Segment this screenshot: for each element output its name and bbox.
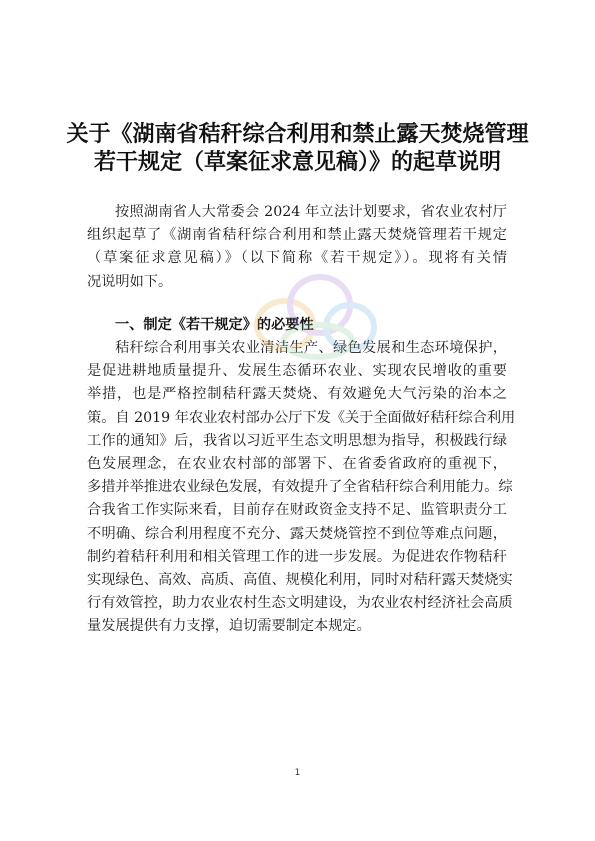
intro-line: 按照湖南省人大常委会 2024 年立法计划要求，省农业农村厅 [115,204,507,220]
section-heading-necessity: 一、制定《若干规定》的必要性 [115,317,314,333]
body-line: 行有效管控，助力农业农村生态文明建设，为农业农村经济社会高质 [87,595,513,612]
body-line: 秸秆综合利用事关农业清洁生产、绿色发展和生态环境保护， [115,340,507,356]
intro-line: 组织起草了《湖南省秸秆综合利用和禁止露天焚烧管理若干规定 [87,227,507,244]
intro-line: （草案征求意见稿）》（以下简称《若干规定》）。现将有关情 [87,250,507,267]
body-line: 是促进耕地质量提升、发展生态循环农业、实现农民增收的重要 [87,363,507,380]
body-line: 不明确、综合利用程度不充分、露天焚烧管控不到位等难点问题， [87,525,507,542]
body-line: 实现绿色、高效、高质、高值、规模化利用，同时对秸秆露天焚烧实 [87,571,513,588]
necessity-paragraph [87,337,516,638]
document-title-line-1: 关于《湖南省秸秆综合利用和禁止露天焚烧管理 [66,121,529,147]
page-number: 1 [294,768,301,778]
body-line: 多措并举推进农业绿色发展，有效提升了全省秸秆综合利用能力。综 [87,479,513,496]
body-line: 制约着秸秆利用和相关管理工作的进一步发展。为促进农作物秸秆 [87,548,507,565]
body-line: 量发展提供有力支撑，迫切需要制定本规定。 [87,618,371,635]
body-line: 策。自 2019 年农业农村部办公厅下发《关于全面做好秸秆综合利用 [87,409,516,426]
body-line: 举措，也是严格控制秸秆露天焚烧、有效避免大气污染的治本之 [87,386,507,403]
document-title-line-2: 若干规定（草案征求意见稿）》的起草说明 [93,149,501,175]
body-line: 色发展理念，在农业农村部的部署下、在省委省政府的重视下， [87,455,507,472]
body-line: 工作的通知》后，我省以习近平生态文明思想为指导，积极践行绿 [87,432,507,449]
intro-line: 况说明如下。 [87,273,173,290]
body-line: 合我省工作实际来看，目前存在财政资金支持不足、监管职责分工 [87,502,507,519]
intro-paragraph [87,201,507,294]
